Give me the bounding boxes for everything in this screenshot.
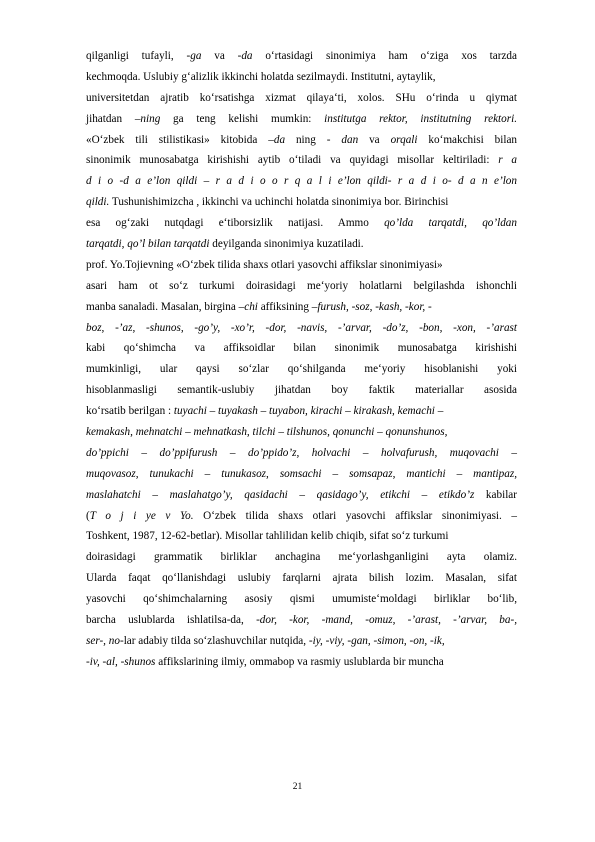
text-line xyxy=(86,589,517,610)
italic-text: –chi xyxy=(238,300,258,313)
text-line xyxy=(86,526,517,547)
text-line xyxy=(86,130,517,151)
text-line xyxy=(86,485,517,506)
text-run: ga teng kelishi mumkin: xyxy=(160,112,325,125)
italic-text: d i o -d a e’lon qildi – r a d i o o r q a l i e’lon qildi- r a d i o- d a n e’lon xyxy=(86,175,517,188)
text-line xyxy=(86,255,517,276)
italic-text: qo’lda tarqatdi, qo’ldan xyxy=(384,217,517,230)
text-run: barcha uslublarda ishlatilsa-da, xyxy=(86,614,257,627)
text-run: prof. Yo.Tojievning «O‘zbek tilida shaxs otlari yasovchi affikslar sinonimiyasi» xyxy=(86,258,443,271)
italic-text: muqovasoz, tunukachi – tunukasoz, somsachi – somsapaz, mantichi – mantipaz, xyxy=(86,467,517,480)
text-run: Ularda faqat qo‘llanishdagi uslubiy farqlarni ajrata bilish lozim. Masalan, sifat xyxy=(86,572,517,585)
text-run: affikslarining ilmiy, ommabop va rasmiy uslublarda bir muncha xyxy=(155,655,444,668)
text-line xyxy=(86,652,517,673)
italic-text: institutga rektor, institutning rektori. xyxy=(324,112,517,125)
text-line xyxy=(86,297,517,318)
text-line xyxy=(86,234,517,255)
text-run: deyilganda sinonimiya kuzatiladi. xyxy=(209,238,364,251)
text-run: va xyxy=(201,50,238,62)
text-run: sinonimik munosabatga kirishishi aytib o‘tiladi va quyidagi misollar keltiriladi: xyxy=(86,154,499,167)
text-run: ko‘rsatib berilgan : xyxy=(86,405,174,418)
text-line xyxy=(86,547,517,568)
text-line xyxy=(86,276,517,297)
text-line xyxy=(86,213,517,234)
text-run: -lar adabiy tilda so‘zlashuvchilar nutqida, xyxy=(119,634,309,647)
italic-text: tuyachi – tuyakash – tuyabon, kirachi – kirakash, kemachi – xyxy=(173,405,444,418)
text-run: ( xyxy=(86,509,90,522)
text-line xyxy=(86,422,517,443)
italic-text: –furush, -soz, -kash, -kor, - xyxy=(311,300,432,313)
text-run: ning - xyxy=(285,133,342,146)
italic-text: qildi. xyxy=(86,196,110,209)
text-line xyxy=(86,67,517,88)
text-run: qilganligi tufayli, xyxy=(86,50,187,62)
text-run: ko‘makchisi bilan xyxy=(417,133,517,146)
italic-text: -ga xyxy=(186,50,202,62)
italic-text: -iy, -viy, -gan, -simon, -on, -ik, xyxy=(308,634,445,647)
text-run: affiksining xyxy=(257,300,312,313)
text-run: esa og‘zaki nutqdagi e‘tiborsizlik natijasi. Ammo xyxy=(86,217,385,230)
italic-text: dan xyxy=(341,133,359,146)
text-line xyxy=(86,610,517,631)
text-line xyxy=(86,150,517,171)
text-line xyxy=(86,359,517,380)
text-run: va xyxy=(358,133,391,146)
text-line xyxy=(86,88,517,109)
text-run: asari ham ot so‘z turkumi doirasidagi me‘yoriy holatlarni belgilashda ishonchli xyxy=(86,279,517,292)
italic-text: maslahatchi – maslahatgo’y, qasidachi – qasidago’y, etikchi – etikdo’z xyxy=(86,488,475,501)
text-line xyxy=(86,192,517,213)
text-line xyxy=(86,506,517,527)
text-run: Tushunishimizcha , ikkinchi va uchinchi holatda sinonimiya bor. Birinchisi xyxy=(109,196,449,209)
text-line xyxy=(86,109,517,130)
text-line xyxy=(86,318,517,339)
text-line xyxy=(86,568,517,589)
text-line xyxy=(86,631,517,652)
italic-text: T o j i ye v Yo. xyxy=(89,509,194,522)
italic-text: r a xyxy=(498,154,517,167)
text-line xyxy=(86,401,517,422)
text-line xyxy=(86,380,517,401)
italic-text: tarqatdi, qo’l bilan tarqatdi xyxy=(86,238,210,251)
text-run: manba sanaladi. Masalan, birgina xyxy=(86,300,239,313)
italic-text: ser-, no xyxy=(86,634,120,647)
page-number: 21 xyxy=(292,782,303,792)
italic-text: orqali xyxy=(390,133,418,146)
text-run: yasovchi qo‘shimchalarning asosiy qismi umumiste‘moldagi birliklar bo‘lib, xyxy=(86,593,517,606)
text-run: O‘zbek tilida shaxs otlari yasovchi affikslar sinonimiyasi. – xyxy=(193,509,518,522)
text-run: kechmoqda. Uslubiy g‘alizlik ikkinchi holatda sezilmaydi. Institutni, aytaylik, xyxy=(86,70,436,83)
italic-text: -iv, -al, -shunos xyxy=(86,655,156,668)
text-line xyxy=(86,171,517,192)
text-run: o‘rtasidagi sinonimiya ham o‘ziga xos tarzda xyxy=(252,50,517,62)
text-run: kabilar xyxy=(474,488,517,501)
italic-text: boz, -’az, -shunos, -go’y, -xo’r, -dor, -navis, -’arvar, -do’z, -bon, -xon, -’arast xyxy=(86,321,517,334)
text-run: jihatdan xyxy=(86,112,135,125)
text-line xyxy=(86,46,517,67)
text-run: mumkinligi, ular qaysi so‘zlar qo‘shilganda me‘yoriy hisoblanishi yoki xyxy=(86,363,517,376)
text-run: «O‘zbek tili stilistikasi» kitobida xyxy=(86,133,269,146)
text-line xyxy=(86,464,517,485)
italic-text: -da xyxy=(237,50,253,62)
italic-text: -dor, -kor, -mand, -omuz, -’arast, -’arvar, ba-, xyxy=(256,614,517,627)
text-run: Toshkent, 1987, 12-62-betlar). Misollar tahlilidan kelib chiqib, sifat so‘z turkumi xyxy=(86,530,449,543)
document-body xyxy=(86,46,517,673)
text-run: universitetdan ajratib ko‘rsatishga xizmat qilaya‘ti, xolos. SHu o‘rinda u qiymat xyxy=(86,91,517,104)
italic-text: kemakash, mehnatchi – mehnatkash, tilchi – tilshunos, qonunchi – qonunshunos, xyxy=(86,426,448,439)
text-line xyxy=(86,338,517,359)
italic-text: do’ppichi – do’ppifurush – do’ppido’z, holvachi – holvafurush, muqovachi – xyxy=(86,446,517,459)
italic-text: –ning xyxy=(134,112,161,125)
text-run: hisoblanmasligi semantik-uslubiy jihatdan boy faktik materiallar asosida xyxy=(86,384,517,397)
italic-text: –da xyxy=(268,133,286,146)
text-line xyxy=(86,443,517,464)
text-run: doirasidagi grammatik birliklar anchagina me‘yorlashganligini ayta olamiz. xyxy=(86,551,517,564)
text-run: kabi qo‘shimcha va affiksoidlar bilan sinonimik munosabatga kirishishi xyxy=(86,342,517,355)
